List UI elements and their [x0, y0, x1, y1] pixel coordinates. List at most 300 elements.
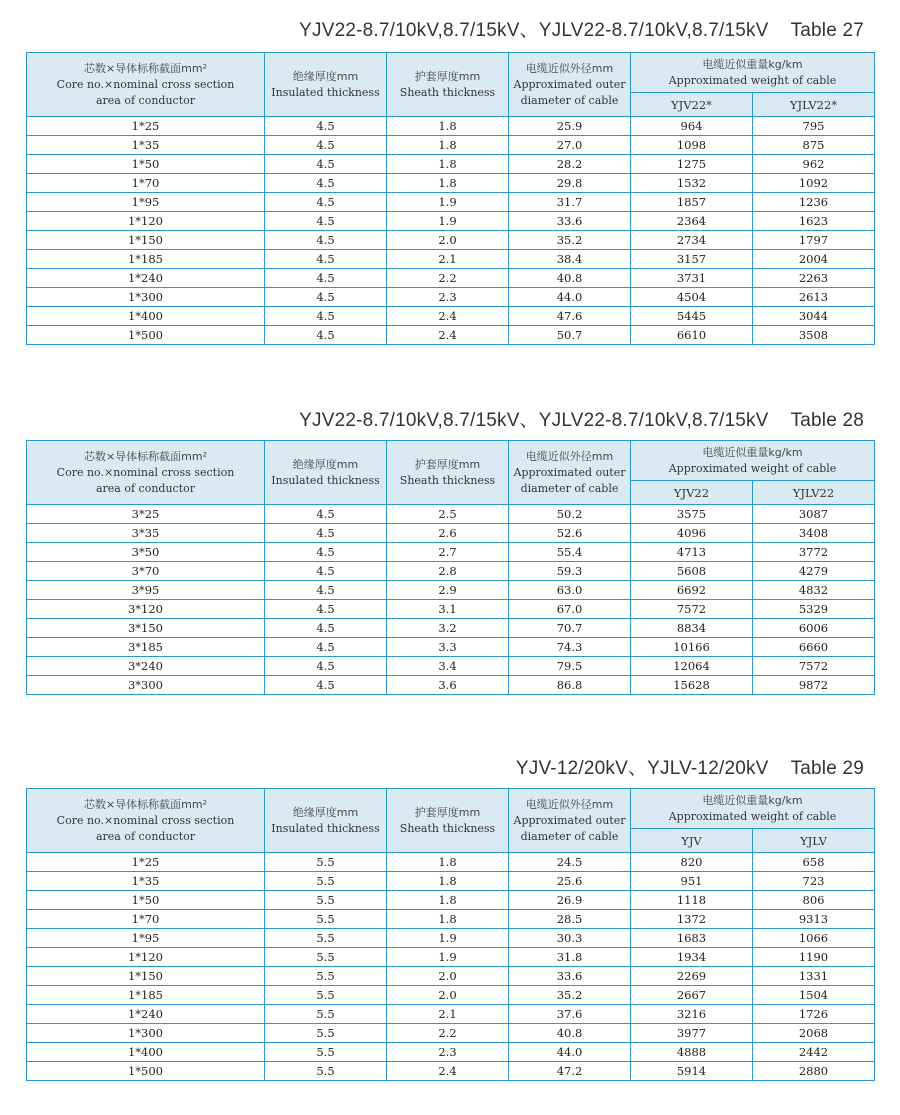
table-row: [27, 562, 875, 581]
header-core-size: [27, 53, 265, 117]
cell-weight-copper: 1857: [631, 193, 753, 212]
cell-core-size: 1*150: [27, 231, 265, 250]
cell-weight-copper: 6692: [631, 581, 753, 600]
cell-diameter: 35.2: [509, 986, 631, 1005]
cell-weight-copper: 3731: [631, 269, 753, 288]
table-27: [26, 52, 875, 345]
cell-weight-copper: 3216: [631, 1005, 753, 1024]
cell-sheath: 1.8: [387, 891, 509, 910]
cell-insulation: 5.5: [265, 872, 387, 891]
table-header: [27, 53, 875, 117]
table-row: [27, 1005, 875, 1024]
cell-diameter: 67.0: [509, 600, 631, 619]
cell-core-size: 1*300: [27, 288, 265, 307]
header-weight-en: Approximated weight of cable: [668, 809, 837, 823]
header-core-size-en1: Core no.×nominal cross section: [56, 465, 235, 479]
table-number: Table 29: [790, 758, 864, 779]
header-core-size-en1: Core no.×nominal cross section: [56, 77, 235, 91]
cell-sheath: 2.3: [387, 288, 509, 307]
header-insulation-en: Insulated thickness: [271, 85, 380, 99]
table-row: [27, 929, 875, 948]
cell-diameter: 25.6: [509, 872, 631, 891]
cell-insulation: 5.5: [265, 910, 387, 929]
cell-diameter: 30.3: [509, 929, 631, 948]
table-row: [27, 250, 875, 269]
table-row: [27, 524, 875, 543]
cell-weight-aluminium: 4832: [753, 581, 875, 600]
cell-diameter: 86.8: [509, 676, 631, 695]
cell-insulation: 4.5: [265, 326, 387, 345]
header-sub-aluminium: YJLV: [753, 829, 875, 853]
cell-core-size: 1*120: [27, 212, 265, 231]
cell-weight-copper: 4713: [631, 543, 753, 562]
cell-sheath: 1.8: [387, 174, 509, 193]
header-diameter-en2: diameter of cable: [520, 93, 619, 107]
cell-weight-copper: 15628: [631, 676, 753, 695]
cell-core-size: 1*500: [27, 326, 265, 345]
cell-diameter: 50.7: [509, 326, 631, 345]
cell-sheath: 2.1: [387, 1005, 509, 1024]
cell-diameter: 24.5: [509, 853, 631, 872]
header-diameter: [509, 53, 631, 117]
cell-weight-aluminium: 2068: [753, 1024, 875, 1043]
cell-weight-aluminium: 7572: [753, 657, 875, 676]
cell-sheath: 3.6: [387, 676, 509, 695]
cell-insulation: 4.5: [265, 581, 387, 600]
table-row: [27, 619, 875, 638]
header-sub-copper: YJV: [631, 829, 753, 853]
table-row: [27, 581, 875, 600]
cell-core-size: 3*50: [27, 543, 265, 562]
cell-insulation: 5.5: [265, 1024, 387, 1043]
header-core-size-cn: 芯数×导体标称截面mm²: [83, 61, 208, 75]
table-row: [27, 1024, 875, 1043]
header-sheath-cn: 护套厚度mm: [414, 457, 481, 471]
cell-insulation: 4.5: [265, 600, 387, 619]
cell-weight-aluminium: 5329: [753, 600, 875, 619]
cell-insulation: 4.5: [265, 638, 387, 657]
cell-weight-copper: 7572: [631, 600, 753, 619]
header-core-size-cn: 芯数×导体标称截面mm²: [83, 797, 208, 811]
cell-weight-aluminium: 2880: [753, 1062, 875, 1081]
cell-weight-aluminium: 3772: [753, 543, 875, 562]
header-weight-en: Approximated weight of cable: [668, 73, 837, 87]
cell-insulation: 4.5: [265, 307, 387, 326]
cell-weight-copper: 2667: [631, 986, 753, 1005]
cell-insulation: 4.5: [265, 231, 387, 250]
cell-weight-aluminium: 723: [753, 872, 875, 891]
cell-core-size: 3*95: [27, 581, 265, 600]
header-weight-cn: 电缆近似重量kg/km: [702, 57, 803, 71]
table-28-caption: [299, 405, 864, 432]
cell-sheath: 2.2: [387, 269, 509, 288]
cell-weight-aluminium: 4279: [753, 562, 875, 581]
cell-sheath: 1.9: [387, 212, 509, 231]
cell-core-size: 3*120: [27, 600, 265, 619]
cell-weight-copper: 820: [631, 853, 753, 872]
table-body: [27, 117, 875, 345]
cell-insulation: 4.5: [265, 562, 387, 581]
header-diameter-cn: 电缆近似外径mm: [525, 449, 614, 463]
cell-sheath: 3.1: [387, 600, 509, 619]
cell-core-size: 1*400: [27, 307, 265, 326]
cell-diameter: 40.8: [509, 269, 631, 288]
header-weight: [631, 441, 875, 481]
header-sub-copper: YJV22*: [631, 93, 753, 117]
cell-insulation: 5.5: [265, 853, 387, 872]
cell-insulation: 4.5: [265, 657, 387, 676]
cell-diameter: 47.6: [509, 307, 631, 326]
cell-diameter: 74.3: [509, 638, 631, 657]
cell-core-size: 1*95: [27, 193, 265, 212]
cell-weight-aluminium: 3044: [753, 307, 875, 326]
header-insulation: [265, 53, 387, 117]
cell-core-size: 1*50: [27, 891, 265, 910]
header-sheath-cn: 护套厚度mm: [414, 805, 481, 819]
cell-weight-copper: 4504: [631, 288, 753, 307]
cell-sheath: 2.0: [387, 967, 509, 986]
table-row: [27, 891, 875, 910]
header-diameter-en1: Approximated outer: [513, 77, 626, 91]
cell-core-size: 1*185: [27, 986, 265, 1005]
cell-weight-copper: 2734: [631, 231, 753, 250]
cell-weight-aluminium: 1236: [753, 193, 875, 212]
header-insulation-en: Insulated thickness: [271, 821, 380, 835]
cell-insulation: 4.5: [265, 288, 387, 307]
cell-sheath: 1.9: [387, 193, 509, 212]
table-row: [27, 1062, 875, 1081]
cell-core-size: 3*240: [27, 657, 265, 676]
cell-weight-copper: 1275: [631, 155, 753, 174]
header-insulation-en: Insulated thickness: [271, 473, 380, 487]
cell-insulation: 4.5: [265, 174, 387, 193]
cell-diameter: 55.4: [509, 543, 631, 562]
header-diameter: [509, 789, 631, 853]
cell-sheath: 2.7: [387, 543, 509, 562]
header-sheath: [387, 441, 509, 505]
cell-weight-copper: 1098: [631, 136, 753, 155]
cell-core-size: 1*70: [27, 910, 265, 929]
cell-core-size: 1*95: [27, 929, 265, 948]
cell-sheath: 2.4: [387, 307, 509, 326]
cell-diameter: 52.6: [509, 524, 631, 543]
cell-insulation: 4.5: [265, 619, 387, 638]
cell-weight-aluminium: 6660: [753, 638, 875, 657]
table-row: [27, 269, 875, 288]
cell-weight-aluminium: 1066: [753, 929, 875, 948]
header-core-size-en2: area of conductor: [95, 829, 196, 843]
cell-sheath: 2.2: [387, 1024, 509, 1043]
cell-weight-aluminium: 1726: [753, 1005, 875, 1024]
cell-sheath: 3.4: [387, 657, 509, 676]
cell-weight-aluminium: 806: [753, 891, 875, 910]
cell-weight-copper: 951: [631, 872, 753, 891]
cell-weight-copper: 1532: [631, 174, 753, 193]
cell-weight-aluminium: 2263: [753, 269, 875, 288]
cell-insulation: 5.5: [265, 986, 387, 1005]
header-weight-en: Approximated weight of cable: [668, 461, 837, 475]
cell-sheath: 3.3: [387, 638, 509, 657]
table-header: [27, 441, 875, 505]
header-core-size-en2: area of conductor: [95, 481, 196, 495]
header-insulation-cn: 绝缘厚度mm: [292, 805, 359, 819]
cell-weight-aluminium: 9872: [753, 676, 875, 695]
header-insulation: [265, 789, 387, 853]
cell-insulation: 4.5: [265, 212, 387, 231]
cell-diameter: 70.7: [509, 619, 631, 638]
cell-weight-copper: 1118: [631, 891, 753, 910]
cell-diameter: 26.9: [509, 891, 631, 910]
cell-core-size: 1*240: [27, 269, 265, 288]
cell-sheath: 2.8: [387, 562, 509, 581]
header-sheath-cn: 护套厚度mm: [414, 69, 481, 83]
cell-sheath: 1.8: [387, 853, 509, 872]
table-body: [27, 505, 875, 695]
table-row: [27, 657, 875, 676]
cell-diameter: 37.6: [509, 1005, 631, 1024]
cell-weight-aluminium: 3087: [753, 505, 875, 524]
table-row: [27, 155, 875, 174]
table-row: [27, 231, 875, 250]
cell-weight-copper: 1934: [631, 948, 753, 967]
cell-insulation: 5.5: [265, 967, 387, 986]
table-body: [27, 853, 875, 1081]
cell-insulation: 4.5: [265, 269, 387, 288]
cell-insulation: 5.5: [265, 1005, 387, 1024]
cell-sheath: 2.3: [387, 1043, 509, 1062]
cell-sheath: 1.8: [387, 910, 509, 929]
table-row: [27, 288, 875, 307]
cell-weight-copper: 3575: [631, 505, 753, 524]
cell-sheath: 2.4: [387, 1062, 509, 1081]
cell-diameter: 59.3: [509, 562, 631, 581]
cell-weight-copper: 1683: [631, 929, 753, 948]
cell-core-size: 3*150: [27, 619, 265, 638]
header-diameter: [509, 441, 631, 505]
cell-core-size: 1*25: [27, 853, 265, 872]
cell-diameter: 44.0: [509, 1043, 631, 1062]
cell-diameter: 35.2: [509, 231, 631, 250]
cell-diameter: 79.5: [509, 657, 631, 676]
table-header: [27, 789, 875, 853]
cell-insulation: 4.5: [265, 676, 387, 695]
cell-diameter: 27.0: [509, 136, 631, 155]
cell-diameter: 31.7: [509, 193, 631, 212]
cell-sheath: 2.0: [387, 231, 509, 250]
header-core-size: [27, 441, 265, 505]
cell-insulation: 5.5: [265, 929, 387, 948]
cell-diameter: 25.9: [509, 117, 631, 136]
table-row: [27, 136, 875, 155]
cell-insulation: 4.5: [265, 193, 387, 212]
cell-weight-copper: 5914: [631, 1062, 753, 1081]
cell-weight-copper: 12064: [631, 657, 753, 676]
header-weight-cn: 电缆近似重量kg/km: [702, 793, 803, 807]
header-sub-aluminium: YJLV22: [753, 481, 875, 505]
cell-weight-copper: 2364: [631, 212, 753, 231]
cell-weight-copper: 2269: [631, 967, 753, 986]
table-row: [27, 853, 875, 872]
cell-core-size: 1*240: [27, 1005, 265, 1024]
cell-weight-aluminium: 3408: [753, 524, 875, 543]
table-row: [27, 638, 875, 657]
table-title: YJV22-8.7/10kV,8.7/15kV、YJLV22-8.7/10kV,8.7/15kV: [299, 410, 769, 431]
cell-insulation: 4.5: [265, 117, 387, 136]
header-weight-cn: 电缆近似重量kg/km: [702, 445, 803, 459]
cell-core-size: 1*500: [27, 1062, 265, 1081]
table-row: [27, 676, 875, 695]
cell-core-size: 1*300: [27, 1024, 265, 1043]
header-core-size-en1: Core no.×nominal cross section: [56, 813, 235, 827]
cell-weight-aluminium: 2613: [753, 288, 875, 307]
header-diameter-en2: diameter of cable: [520, 829, 619, 843]
cell-insulation: 5.5: [265, 891, 387, 910]
table-number: Table 28: [790, 410, 864, 431]
cell-weight-aluminium: 658: [753, 853, 875, 872]
cell-core-size: 1*400: [27, 1043, 265, 1062]
cell-sheath: 2.9: [387, 581, 509, 600]
table-row: [27, 600, 875, 619]
cell-weight-copper: 4888: [631, 1043, 753, 1062]
cell-weight-copper: 8834: [631, 619, 753, 638]
table-row: [27, 307, 875, 326]
cell-weight-aluminium: 1623: [753, 212, 875, 231]
header-insulation-cn: 绝缘厚度mm: [292, 69, 359, 83]
table-27-caption: [299, 15, 864, 42]
cell-insulation: 5.5: [265, 1043, 387, 1062]
header-diameter-cn: 电缆近似外径mm: [525, 61, 614, 75]
cell-insulation: 5.5: [265, 1062, 387, 1081]
cell-sheath: 1.8: [387, 155, 509, 174]
cell-diameter: 28.5: [509, 910, 631, 929]
cell-weight-aluminium: 795: [753, 117, 875, 136]
cell-sheath: 2.4: [387, 326, 509, 345]
table-row: [27, 193, 875, 212]
header-sheath-en: Sheath thickness: [399, 85, 496, 99]
cell-diameter: 31.8: [509, 948, 631, 967]
cell-core-size: 1*35: [27, 872, 265, 891]
cell-core-size: 1*50: [27, 155, 265, 174]
cell-core-size: 3*35: [27, 524, 265, 543]
table-row: [27, 1043, 875, 1062]
cell-diameter: 33.6: [509, 967, 631, 986]
header-core-size-cn: 芯数×导体标称截面mm²: [83, 449, 208, 463]
cell-insulation: 4.5: [265, 543, 387, 562]
cell-core-size: 1*150: [27, 967, 265, 986]
cell-weight-aluminium: 875: [753, 136, 875, 155]
cell-weight-copper: 4096: [631, 524, 753, 543]
table-29-caption: [516, 753, 864, 780]
cell-core-size: 1*35: [27, 136, 265, 155]
table-row: [27, 326, 875, 345]
cell-insulation: 4.5: [265, 155, 387, 174]
cell-insulation: 4.5: [265, 524, 387, 543]
cell-weight-aluminium: 962: [753, 155, 875, 174]
header-weight: [631, 789, 875, 829]
cell-weight-copper: 6610: [631, 326, 753, 345]
cell-sheath: 1.8: [387, 117, 509, 136]
table-row: [27, 986, 875, 1005]
cell-weight-copper: 5608: [631, 562, 753, 581]
cell-weight-aluminium: 1092: [753, 174, 875, 193]
cell-weight-copper: 964: [631, 117, 753, 136]
cell-core-size: 3*300: [27, 676, 265, 695]
table-row: [27, 505, 875, 524]
cell-weight-aluminium: 2004: [753, 250, 875, 269]
cell-diameter: 63.0: [509, 581, 631, 600]
cell-insulation: 4.5: [265, 136, 387, 155]
cell-diameter: 44.0: [509, 288, 631, 307]
header-weight: [631, 53, 875, 93]
cell-diameter: 47.2: [509, 1062, 631, 1081]
table-row: [27, 174, 875, 193]
cell-weight-copper: 1372: [631, 910, 753, 929]
cell-core-size: 1*185: [27, 250, 265, 269]
cell-sheath: 2.1: [387, 250, 509, 269]
table-row: [27, 967, 875, 986]
cell-weight-aluminium: 9313: [753, 910, 875, 929]
cell-sheath: 2.5: [387, 505, 509, 524]
table-29: [26, 788, 875, 1081]
cell-diameter: 50.2: [509, 505, 631, 524]
cell-weight-aluminium: 1331: [753, 967, 875, 986]
cell-diameter: 33.6: [509, 212, 631, 231]
cell-weight-aluminium: 1504: [753, 986, 875, 1005]
header-core-size: [27, 789, 265, 853]
header-insulation: [265, 441, 387, 505]
table-number: Table 27: [790, 20, 864, 41]
cell-weight-copper: 3157: [631, 250, 753, 269]
cell-core-size: 3*70: [27, 562, 265, 581]
header-diameter-en2: diameter of cable: [520, 481, 619, 495]
cell-core-size: 1*25: [27, 117, 265, 136]
cell-sheath: 1.8: [387, 136, 509, 155]
table-28: [26, 440, 875, 695]
table-title: YJV22-8.7/10kV,8.7/15kV、YJLV22-8.7/10kV,8.7/15kV: [299, 20, 769, 41]
header-sheath: [387, 53, 509, 117]
cell-sheath: 1.8: [387, 872, 509, 891]
cell-weight-aluminium: 6006: [753, 619, 875, 638]
cell-core-size: 3*185: [27, 638, 265, 657]
cell-weight-aluminium: 2442: [753, 1043, 875, 1062]
cell-sheath: 2.0: [387, 986, 509, 1005]
header-diameter-en1: Approximated outer: [513, 813, 626, 827]
cell-sheath: 3.2: [387, 619, 509, 638]
cell-core-size: 1*120: [27, 948, 265, 967]
cell-core-size: 1*70: [27, 174, 265, 193]
header-sheath: [387, 789, 509, 853]
cell-insulation: 4.5: [265, 505, 387, 524]
header-core-size-en2: area of conductor: [95, 93, 196, 107]
cell-weight-aluminium: 1190: [753, 948, 875, 967]
cell-sheath: 1.9: [387, 948, 509, 967]
header-sheath-en: Sheath thickness: [399, 473, 496, 487]
cell-sheath: 2.6: [387, 524, 509, 543]
cell-weight-copper: 10166: [631, 638, 753, 657]
cell-weight-copper: 5445: [631, 307, 753, 326]
table-row: [27, 117, 875, 136]
cell-weight-aluminium: 3508: [753, 326, 875, 345]
header-insulation-cn: 绝缘厚度mm: [292, 457, 359, 471]
table-row: [27, 910, 875, 929]
cell-insulation: 5.5: [265, 948, 387, 967]
header-diameter-cn: 电缆近似外径mm: [525, 797, 614, 811]
cell-diameter: 28.2: [509, 155, 631, 174]
cell-diameter: 38.4: [509, 250, 631, 269]
cell-sheath: 1.9: [387, 929, 509, 948]
table-row: [27, 872, 875, 891]
cell-diameter: 40.8: [509, 1024, 631, 1043]
